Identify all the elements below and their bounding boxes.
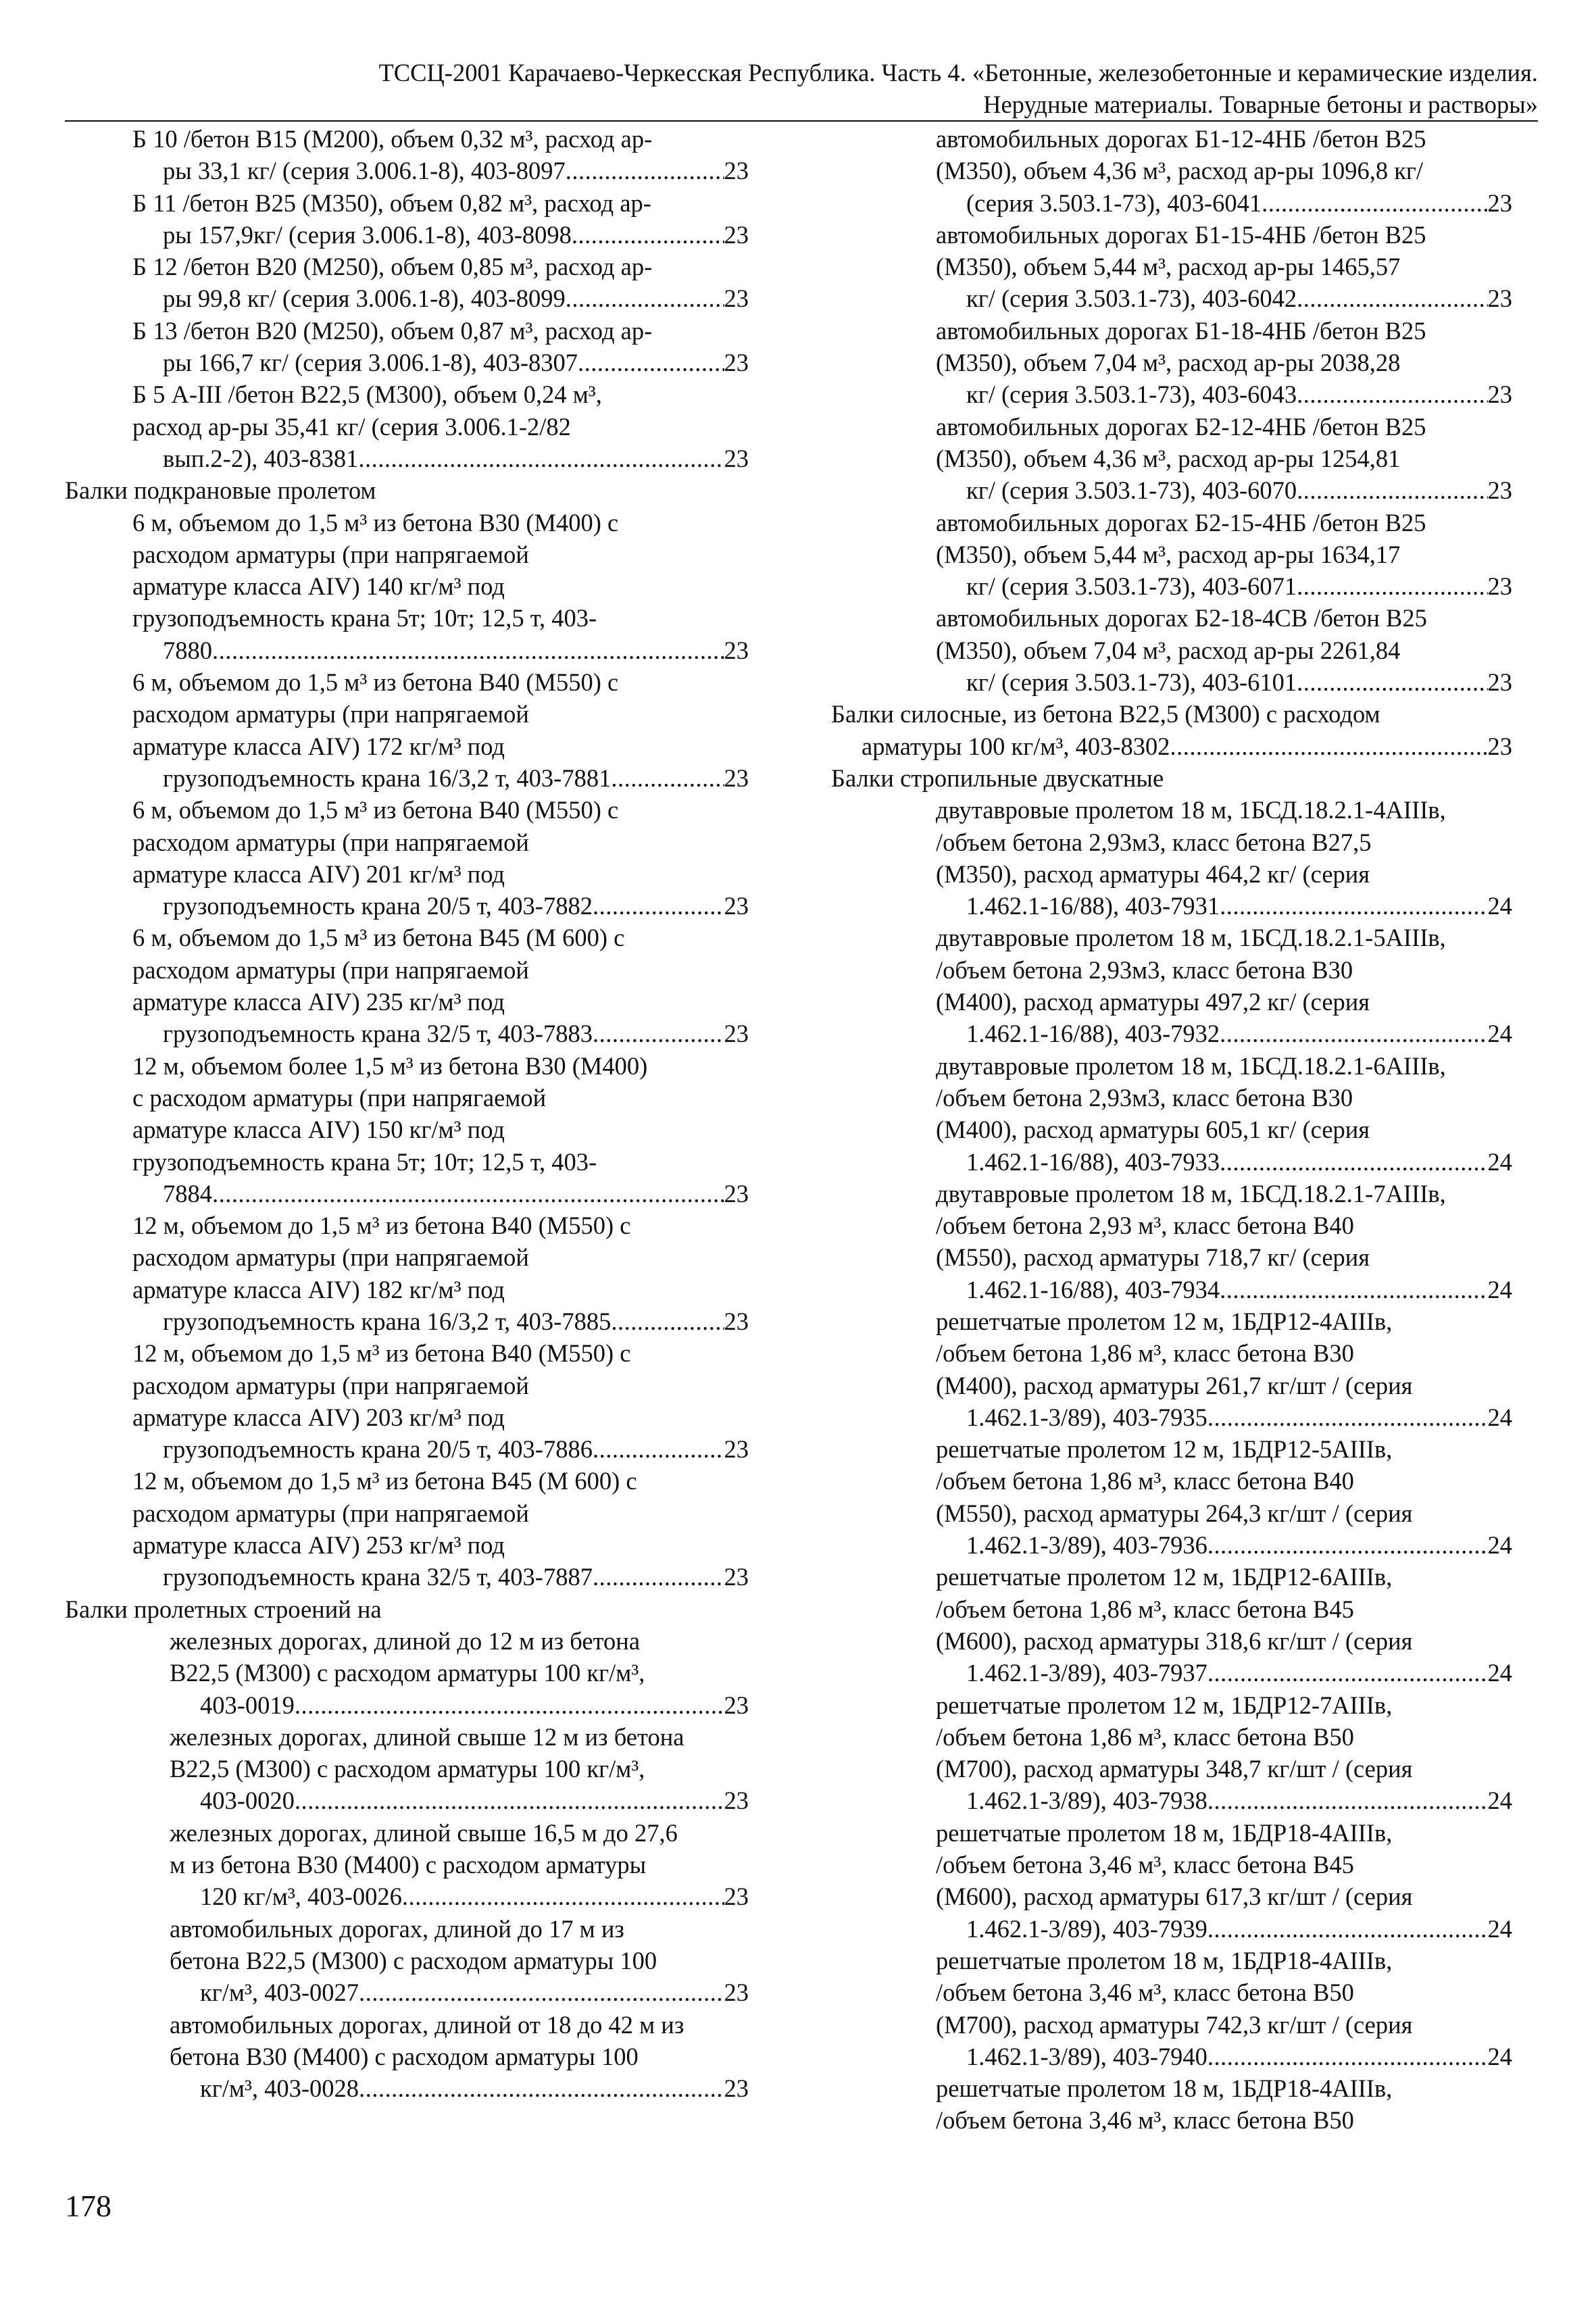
entry-line: автомобильных дорогах, длиной до 17 м из bbox=[170, 1914, 624, 1943]
index-entry bbox=[831, 602, 1512, 698]
index-entry bbox=[831, 2072, 1512, 2137]
entry-line: (M700), расход арматуры 348,7 кг/шт / (серия bbox=[936, 1755, 1413, 1783]
entry-line: B22,5 (M300) с расходом арматуры 100 кг/м³, bbox=[170, 1659, 645, 1687]
entry-line: Б 5 A-III /бетон B22,5 (M300), объем 0,24 м³, bbox=[132, 380, 602, 409]
entry-line: решетчатые пролетом 12 м, 1БДР12-4AIIIв, bbox=[936, 1307, 1393, 1335]
entry-line: автомобильных дорогах Б2-18-4СВ /бетон B25 bbox=[936, 604, 1427, 632]
entry-line: арматуре класса AIV) 172 кг/м³ под bbox=[132, 732, 505, 760]
entry-line: решетчатые пролетом 18 м, 1БДР18-4AIIIв, bbox=[936, 1818, 1393, 1847]
dot-leader bbox=[212, 634, 724, 666]
entry-line: Б 10 /бетон B15 (M200), объем 0,32 м³, расход ар- bbox=[132, 125, 653, 153]
entry-last-line bbox=[163, 1178, 749, 1210]
entry-text: кг/ (серия 3.503.1-73), 403-6043 bbox=[966, 380, 1297, 409]
entry-last-line bbox=[163, 890, 749, 922]
entry-line: 12 м, объемом до 1,5 м³ из бетона B40 (M550) с bbox=[132, 1339, 631, 1368]
dot-leader bbox=[1220, 1146, 1487, 1178]
page-ref: 23 bbox=[1487, 380, 1512, 409]
dot-leader bbox=[295, 1785, 724, 1816]
entry-last-line bbox=[966, 1529, 1512, 1561]
entry-line: автомобильных дорогах Б2-12-4НБ /бетон B25 bbox=[936, 412, 1426, 441]
dot-leader bbox=[1207, 1401, 1488, 1433]
entry-line: арматуре класса AIV) 182 кг/м³ под bbox=[132, 1275, 505, 1303]
index-entry bbox=[831, 1433, 1512, 1561]
entry-line: бетона B22,5 (M300) с расходом арматуры 100 bbox=[170, 1946, 657, 1974]
index-entry bbox=[65, 1337, 749, 1465]
index-entry bbox=[831, 762, 1512, 794]
page-ref: 24 bbox=[1487, 1787, 1512, 1815]
entry-line: решетчатые пролетом 18 м, 1БДР18-4AIIIв, bbox=[936, 1946, 1393, 1974]
dot-leader bbox=[1297, 378, 1487, 410]
entry-last-line bbox=[966, 1785, 1512, 1816]
page-ref: 24 bbox=[1487, 1020, 1512, 1048]
entry-line: /объем бетона 2,93м3, класс бетона B27,5 bbox=[936, 828, 1372, 856]
entry-line: 6 м, объемом до 1,5 м³ из бетона B45 (M 600) с bbox=[132, 924, 625, 952]
entry-line: автомобильных дорогах Б2-15-4НБ /бетон B25 bbox=[936, 508, 1426, 537]
entry-line: м из бетона B30 (M400) с расходом арматуры bbox=[170, 1851, 647, 1879]
index-entry bbox=[65, 251, 749, 315]
running-header bbox=[65, 57, 1538, 122]
entry-last-line bbox=[163, 1305, 749, 1337]
entry-text: (серия 3.503.1-73), 403-6041 bbox=[966, 189, 1262, 217]
page-ref: 24 bbox=[1487, 1659, 1512, 1687]
index-entry bbox=[65, 1721, 749, 1817]
index-entry bbox=[831, 794, 1512, 922]
entry-last-line bbox=[200, 1689, 749, 1721]
page-ref: 23 bbox=[724, 1978, 749, 2007]
dot-leader bbox=[1220, 1274, 1487, 1305]
entry-line: железных дорогах, длиной свыше 16,5 м до 27,6 bbox=[170, 1818, 678, 1847]
index-entry bbox=[831, 411, 1512, 507]
entry-line: /объем бетона 1,86 м³, класс бетона B40 bbox=[936, 1467, 1354, 1495]
index-entry bbox=[831, 698, 1512, 762]
dot-leader bbox=[593, 1018, 724, 1049]
dot-leader bbox=[1207, 1913, 1488, 1945]
entry-line: двутавровые пролетом 18 м, 1БСД.18.2.1-6AIIIв, bbox=[936, 1051, 1446, 1080]
page-ref: 24 bbox=[1487, 1403, 1512, 1431]
entry-last-line bbox=[966, 378, 1512, 410]
entry-text: кг/ (серия 3.503.1-73), 403-6071 bbox=[966, 572, 1297, 601]
page-ref: 23 bbox=[724, 1563, 749, 1591]
entry-last-line bbox=[966, 1401, 1512, 1433]
index-entry bbox=[65, 1817, 749, 1913]
dot-leader bbox=[1297, 570, 1487, 602]
entry-line: арматуре класса AIV) 235 кг/м³ под bbox=[132, 988, 505, 1016]
entry-line: (M400), расход арматуры 605,1 кг/ (серия bbox=[936, 1116, 1370, 1144]
entry-line: решетчатые пролетом 12 м, 1БДР12-7AIIIв, bbox=[936, 1691, 1393, 1719]
dot-leader bbox=[611, 762, 724, 794]
page-ref: 23 bbox=[724, 1435, 749, 1464]
entry-text: 7880 bbox=[163, 636, 212, 664]
page-ref: 24 bbox=[1487, 1531, 1512, 1560]
entry-text: грузоподъемность крана 16/3,2 т, 403-7881 bbox=[163, 764, 612, 792]
entry-line: расход ар-ры 35,41 кг/ (серия 3.006.1-2/82 bbox=[132, 412, 571, 441]
index-entry bbox=[65, 507, 749, 666]
index-entry bbox=[65, 474, 749, 506]
entry-last-line bbox=[163, 762, 749, 794]
entry-line: арматуре класса AIV) 150 кг/м³ под bbox=[132, 1116, 505, 1144]
entry-line: 6 м, объемом до 1,5 м³ из бетона B40 (M550) с bbox=[132, 796, 619, 824]
entry-line: Балки силосные, из бетона B22,5 (M300) с расходом bbox=[831, 700, 1380, 728]
entry-line: расходом арматуры (при напрягаемой bbox=[132, 1371, 529, 1399]
entry-line: грузоподъемность крана 5т; 10т; 12,5 т, 403- bbox=[132, 1147, 597, 1176]
dot-leader bbox=[1170, 730, 1488, 762]
entry-text: грузоподъемность крана 16/3,2 т, 403-7885 bbox=[163, 1307, 612, 1335]
index-entry bbox=[65, 315, 749, 379]
entry-text: 7884 bbox=[163, 1179, 212, 1208]
entry-last-line bbox=[966, 1018, 1512, 1049]
page-ref: 23 bbox=[724, 636, 749, 664]
index-entry bbox=[831, 1945, 1512, 2072]
dot-leader bbox=[1297, 282, 1487, 314]
page-ref: 23 bbox=[724, 1179, 749, 1208]
entry-line: (M600), расход арматуры 318,6 кг/шт / (серия bbox=[936, 1626, 1413, 1655]
entry-last-line bbox=[163, 282, 749, 314]
page-ref: 23 bbox=[1487, 668, 1512, 697]
entry-line: Б 13 /бетон B20 (M250), объем 0,87 м³, расход ар- bbox=[132, 316, 653, 345]
entry-last-line bbox=[966, 1913, 1512, 1945]
page-ref: 23 bbox=[724, 764, 749, 792]
page-ref: 24 bbox=[1487, 1147, 1512, 1176]
entry-line: (M350), объем 4,36 м³, расход ар-ры 1096,8 кг/ bbox=[936, 157, 1424, 185]
page-ref: 23 bbox=[724, 1691, 749, 1719]
dot-leader bbox=[1207, 1529, 1488, 1561]
entry-line: арматуре класса AIV) 203 кг/м³ под bbox=[132, 1403, 505, 1431]
entry-last-line bbox=[200, 1785, 749, 1816]
entry-line: автомобильных дорогах Б1-18-4НБ /бетон B25 bbox=[936, 316, 1426, 345]
entry-last-line bbox=[163, 1561, 749, 1593]
entry-text: 1.462.1-3/89), 403-7937 bbox=[966, 1659, 1207, 1687]
index-entry bbox=[65, 2009, 749, 2105]
entry-text: 1.462.1-3/89), 403-7936 bbox=[966, 1531, 1207, 1560]
index-column-left bbox=[65, 123, 749, 2104]
index-column-right bbox=[831, 123, 1512, 2137]
entry-text: вып.2-2), 403-8381 bbox=[163, 444, 359, 472]
entry-line: бетона B30 (M400) с расходом арматуры 100 bbox=[170, 2042, 639, 2070]
dot-leader bbox=[1207, 1785, 1488, 1816]
entry-line: (M350), объем 5,44 м³, расход ар-ры 1634,17 bbox=[936, 540, 1401, 568]
dot-leader bbox=[611, 1305, 724, 1337]
entry-line: расходом арматуры (при напрягаемой bbox=[132, 1499, 529, 1527]
page-ref: 23 bbox=[724, 1307, 749, 1335]
entry-line: /объем бетона 2,93м3, класс бетона B30 bbox=[936, 955, 1353, 984]
entry-last-line bbox=[966, 1146, 1512, 1178]
index-entry bbox=[831, 315, 1512, 411]
entry-line: 12 м, объемом более 1,5 м³ из бетона B30 (M400) bbox=[132, 1051, 648, 1080]
page-ref: 24 bbox=[1487, 2042, 1512, 2070]
entry-text: грузоподъемность крана 20/5 т, 403-7882 bbox=[163, 892, 593, 920]
entry-line: автомобильных дорогах, длиной от 18 до 42 м из bbox=[170, 2010, 684, 2039]
index-entry bbox=[65, 1913, 749, 2009]
entry-last-line bbox=[966, 1657, 1512, 1689]
page-ref: 24 bbox=[1487, 892, 1512, 920]
page-ref: 23 bbox=[724, 157, 749, 185]
entry-line: /объем бетона 2,93м3, класс бетона B30 bbox=[936, 1083, 1353, 1112]
page-ref: 23 bbox=[1487, 476, 1512, 505]
index-entry bbox=[65, 123, 749, 187]
entry-last-line bbox=[200, 1976, 749, 2008]
entry-text: грузоподъемность крана 32/5 т, 403-7883 bbox=[163, 1020, 593, 1048]
entry-last-line bbox=[200, 2072, 749, 2104]
page-ref: 23 bbox=[724, 1883, 749, 1911]
dot-leader bbox=[1262, 187, 1487, 219]
page-ref: 23 bbox=[724, 284, 749, 313]
entry-line: /объем бетона 1,86 м³, класс бетона B50 bbox=[936, 1722, 1354, 1751]
dot-leader bbox=[572, 219, 724, 251]
entry-line: расходом арматуры (при напрягаемой bbox=[132, 955, 529, 984]
entry-line: решетчатые пролетом 12 м, 1БДР12-6AIIIв, bbox=[936, 1563, 1393, 1591]
entry-last-line bbox=[163, 1018, 749, 1049]
entry-line: решетчатые пролетом 18 м, 1БДР18-4AIIIв, bbox=[936, 2074, 1393, 2103]
entry-line: (M350), объем 5,44 м³, расход ар-ры 1465,57 bbox=[936, 253, 1401, 281]
page-ref: 24 bbox=[1487, 1275, 1512, 1303]
entry-line: B22,5 (M300) с расходом арматуры 100 кг/м³, bbox=[170, 1755, 645, 1783]
page-ref: 24 bbox=[1487, 1914, 1512, 1943]
dot-leader bbox=[1207, 2041, 1488, 2072]
entry-line: (M400), расход арматуры 497,2 кг/ (серия bbox=[936, 988, 1370, 1016]
entry-last-line bbox=[966, 570, 1512, 602]
entry-line: автомобильных дорогах Б1-15-4НБ /бетон B25 bbox=[936, 220, 1426, 249]
entry-text: 1.462.1-16/88), 403-7933 bbox=[966, 1147, 1220, 1176]
page-number: 178 bbox=[65, 2189, 111, 2223]
entry-last-line bbox=[966, 890, 1512, 922]
entry-line: /объем бетона 3,46 м³, класс бетона B45 bbox=[936, 1851, 1354, 1879]
dot-leader bbox=[402, 1881, 724, 1912]
entry-last-line bbox=[163, 347, 749, 378]
entry-line: арматуре класса AIV) 201 кг/м³ под bbox=[132, 860, 505, 888]
dot-leader bbox=[1220, 1018, 1487, 1049]
entry-text: 1.462.1-3/89), 403-7935 bbox=[966, 1403, 1207, 1431]
index-entry bbox=[831, 1050, 1512, 1178]
entry-heading: Балки подкрановые пролетом bbox=[65, 476, 376, 505]
entry-line: арматуре класса AIV) 253 кг/м³ под bbox=[132, 1531, 505, 1560]
entry-text: кг/м³, 403-0027 bbox=[200, 1978, 359, 2007]
dot-leader bbox=[295, 1689, 724, 1721]
entry-line: автомобильных дорогах Б1-12-4НБ /бетон B25 bbox=[936, 125, 1426, 153]
index-entry bbox=[65, 922, 749, 1049]
entry-text: 403-0020 bbox=[200, 1787, 295, 1815]
entry-text: 1.462.1-3/89), 403-7939 bbox=[966, 1914, 1207, 1943]
entry-text: арматуры 100 кг/м³, 403-8302 bbox=[862, 732, 1170, 760]
entry-text: кг/ (серия 3.503.1-73), 403-6101 bbox=[966, 668, 1297, 697]
index-entry bbox=[831, 1561, 1512, 1689]
entry-line: /объем бетона 3,46 м³, класс бетона B50 bbox=[936, 1978, 1354, 2007]
page-ref: 23 bbox=[724, 1020, 749, 1048]
entry-line: (M550), расход арматуры 264,3 кг/шт / (серия bbox=[936, 1499, 1413, 1527]
dot-leader bbox=[1207, 1657, 1488, 1689]
entry-line: 6 м, объемом до 1,5 м³ из бетона B30 (M400) с bbox=[132, 508, 619, 537]
entry-last-line bbox=[966, 2041, 1512, 2072]
entry-line: Б 12 /бетон B20 (M250), объем 0,85 м³, расход ар- bbox=[132, 253, 653, 281]
entry-text: кг/м³, 403-0028 bbox=[200, 2074, 359, 2103]
entry-line: (M350), объем 7,04 м³, расход ар-ры 2038,28 bbox=[936, 349, 1401, 377]
entry-text: 403-0019 bbox=[200, 1691, 295, 1719]
entry-line: двутавровые пролетом 18 м, 1БСД.18.2.1-7AIIIв, bbox=[936, 1179, 1446, 1208]
index-entry bbox=[65, 187, 749, 251]
entry-heading: /объем бетона 3,46 м³, класс бетона B50 bbox=[936, 2106, 1354, 2135]
entry-last-line bbox=[966, 474, 1512, 506]
entry-line: /объем бетона 2,93 м³, класс бетона B40 bbox=[936, 1212, 1354, 1240]
entry-line: 12 м, объемом до 1,5 м³ из бетона B40 (M550) с bbox=[132, 1212, 631, 1240]
index-entry bbox=[65, 666, 749, 794]
entry-line: (M550), расход арматуры 718,7 кг/ (серия bbox=[936, 1243, 1370, 1272]
page-ref: 23 bbox=[1487, 284, 1512, 313]
entry-text: грузоподъемность крана 20/5 т, 403-7886 bbox=[163, 1435, 593, 1464]
index-entry bbox=[831, 1305, 1512, 1433]
entry-line: расходом арматуры (при напрягаемой bbox=[132, 1243, 529, 1272]
page-ref: 23 bbox=[724, 220, 749, 249]
index-entry bbox=[65, 378, 749, 474]
entry-line: расходом арматуры (при напрягаемой bbox=[132, 700, 529, 728]
entry-text: 1.462.1-16/88), 403-7932 bbox=[966, 1020, 1220, 1048]
page-ref: 23 bbox=[724, 892, 749, 920]
entry-line: двутавровые пролетом 18 м, 1БСД.18.2.1-5AIIIв, bbox=[936, 924, 1446, 952]
index-entry bbox=[831, 123, 1512, 219]
index-entry bbox=[831, 507, 1512, 603]
entry-line: грузоподъемность крана 5т; 10т; 12,5 т, 403- bbox=[132, 604, 597, 632]
entry-line: 12 м, объемом до 1,5 м³ из бетона B45 (M 600) с bbox=[132, 1467, 637, 1495]
index-entry bbox=[65, 1625, 749, 1721]
header-line-2: Нерудные материалы. Товарные бетоны и растворы» bbox=[983, 91, 1538, 118]
entry-line: (M350), расход арматуры 464,2 кг/ (серия bbox=[936, 860, 1370, 888]
dot-leader bbox=[359, 2072, 724, 2104]
entry-last-line bbox=[163, 443, 749, 474]
entry-last-line bbox=[163, 1433, 749, 1465]
dot-leader bbox=[566, 155, 724, 186]
entry-last-line bbox=[163, 155, 749, 186]
entry-text: ры 166,7 кг/ (серия 3.006.1-8), 403-8307 bbox=[163, 349, 578, 377]
entry-heading: Балки пролетных строений на bbox=[65, 1595, 382, 1623]
header-line-1: ТССЦ-2001 Карачаево-Черкесская Республика. Часть 4. «Бетонные, железобетонные и керамические изделия. bbox=[378, 59, 1538, 86]
index-entry bbox=[831, 1178, 1512, 1305]
entry-text: 1.462.1-3/89), 403-7940 bbox=[966, 2042, 1207, 2070]
entry-line: /объем бетона 1,86 м³, класс бетона B30 bbox=[936, 1339, 1354, 1368]
entry-last-line bbox=[163, 219, 749, 251]
dot-leader bbox=[212, 1178, 724, 1210]
entry-text: кг/ (серия 3.503.1-73), 403-6070 bbox=[966, 476, 1297, 505]
entry-text: 1.462.1-16/88), 403-7934 bbox=[966, 1275, 1220, 1303]
dot-leader bbox=[578, 347, 724, 378]
dot-leader bbox=[593, 1561, 724, 1593]
index-entry bbox=[831, 1817, 1512, 1945]
entry-line: 6 м, объемом до 1,5 м³ из бетона B40 (M550) с bbox=[132, 668, 619, 697]
entry-line: железных дорогах, длиной свыше 12 м из бетона bbox=[170, 1722, 684, 1751]
entry-line: расходом арматуры (при напрягаемой bbox=[132, 828, 529, 856]
entry-line: (M350), объем 7,04 м³, расход ар-ры 2261,84 bbox=[936, 636, 1401, 664]
entry-line: (M350), объем 4,36 м³, расход ар-ры 1254,81 bbox=[936, 444, 1401, 472]
entry-last-line bbox=[966, 187, 1512, 219]
entry-text: ры 33,1 кг/ (серия 3.006.1-8), 403-8097 bbox=[163, 157, 566, 185]
entry-line: с расходом арматуры (при напрягаемой bbox=[132, 1083, 547, 1112]
entry-text: ры 99,8 кг/ (серия 3.006.1-8), 403-8099 bbox=[163, 284, 566, 313]
entry-line: /объем бетона 1,86 м³, класс бетона B45 bbox=[936, 1595, 1354, 1623]
index-entry bbox=[65, 1050, 749, 1210]
dot-leader bbox=[593, 1433, 724, 1465]
entry-text: кг/ (серия 3.503.1-73), 403-6042 bbox=[966, 284, 1297, 313]
entry-last-line bbox=[862, 730, 1512, 762]
dot-leader bbox=[1297, 474, 1487, 506]
index-entry bbox=[831, 1689, 1512, 1817]
entry-last-line bbox=[966, 666, 1512, 698]
index-entry bbox=[65, 1593, 749, 1625]
entry-line: (M600), расход арматуры 617,3 кг/шт / (серия bbox=[936, 1883, 1413, 1911]
entry-last-line bbox=[200, 1881, 749, 1912]
index-entry bbox=[65, 794, 749, 922]
page-ref: 23 bbox=[724, 349, 749, 377]
page-ref: 23 bbox=[1487, 572, 1512, 601]
entry-last-line bbox=[163, 634, 749, 666]
entry-line: расходом арматуры (при напрягаемой bbox=[132, 540, 529, 568]
entry-heading: Балки стропильные двускатные bbox=[831, 764, 1164, 792]
entry-text: ры 157,9кг/ (серия 3.006.1-8), 403-8098 bbox=[163, 220, 572, 249]
page-ref: 23 bbox=[724, 2074, 749, 2103]
page-ref: 23 bbox=[1487, 189, 1512, 217]
entry-line: (M400), расход арматуры 261,7 кг/шт / (серия bbox=[936, 1371, 1413, 1399]
dot-leader bbox=[593, 890, 724, 922]
page-ref: 23 bbox=[724, 1787, 749, 1815]
entry-last-line bbox=[966, 282, 1512, 314]
entry-text: 120 кг/м³, 403-0026 bbox=[200, 1883, 402, 1911]
dot-leader bbox=[1220, 890, 1487, 922]
index-entry bbox=[831, 219, 1512, 315]
page-ref: 23 bbox=[1487, 732, 1512, 760]
entry-line: двутавровые пролетом 18 м, 1БСД.18.2.1-4AIIIв, bbox=[936, 796, 1446, 824]
page-ref: 23 bbox=[724, 444, 749, 472]
dot-leader bbox=[359, 1976, 724, 2008]
dot-leader bbox=[566, 282, 724, 314]
entry-line: арматуре класса AIV) 140 кг/м³ под bbox=[132, 572, 505, 601]
entry-line: железных дорогах, длиной до 12 м из бетона bbox=[170, 1626, 641, 1655]
entry-text: 1.462.1-16/88), 403-7931 bbox=[966, 892, 1220, 920]
entry-text: грузоподъемность крана 32/5 т, 403-7887 bbox=[163, 1563, 593, 1591]
entry-line: (M700), расход арматуры 742,3 кг/шт / (серия bbox=[936, 2010, 1413, 2039]
entry-text: 1.462.1-3/89), 403-7938 bbox=[966, 1787, 1207, 1815]
index-entry bbox=[65, 1465, 749, 1593]
dot-leader bbox=[1297, 666, 1487, 698]
index-entry bbox=[831, 922, 1512, 1049]
index-entry bbox=[65, 1210, 749, 1337]
entry-line: решетчатые пролетом 12 м, 1БДР12-5AIIIв, bbox=[936, 1435, 1393, 1464]
dot-leader bbox=[358, 443, 724, 474]
entry-line: Б 11 /бетон B25 (M350), объем 0,82 м³, расход ар- bbox=[132, 189, 651, 217]
entry-last-line bbox=[966, 1274, 1512, 1305]
